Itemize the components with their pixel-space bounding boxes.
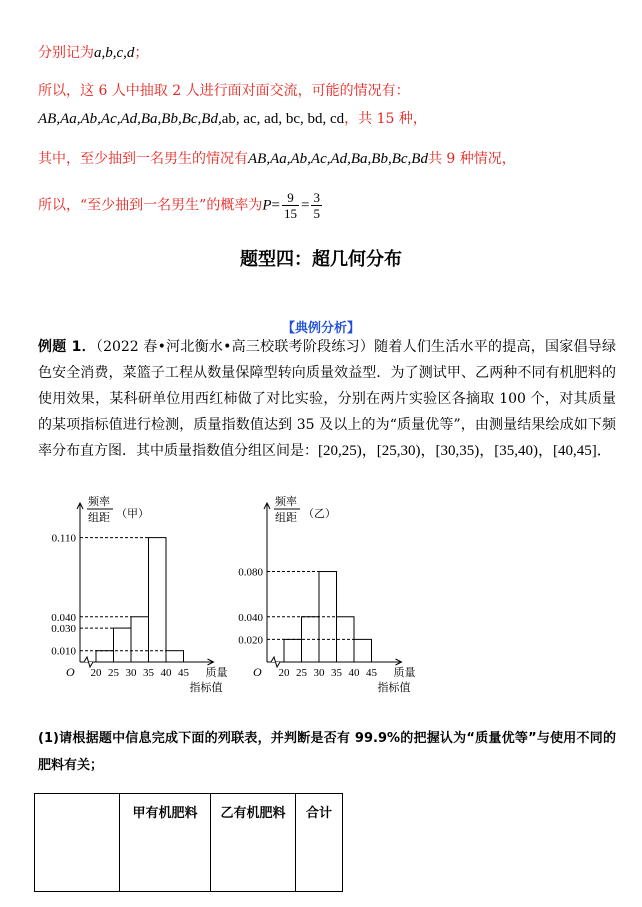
y-tick-label: 0.030 [51,623,76,636]
probability-symbol: P [262,197,272,214]
x-axis-label-bottom: 指标值 [377,681,411,694]
y-tick-label: 0.040 [238,611,263,624]
x-tick-label: 35 [143,667,154,679]
x-tick-label: 45 [366,667,377,679]
example-label: 例题 1． [38,339,96,355]
table-header-cell: 甲有机肥料 [120,794,211,892]
histogram-bar [166,651,184,662]
x-tick-label: 25 [108,667,119,679]
fraction-denominator: 15 [283,206,297,221]
x-tick-label: 35 [331,667,342,679]
histogram-jia [40,485,235,700]
equals-sign: = [271,197,280,214]
section-title: 【典例分析】 [281,321,360,336]
answer-math: AB,Aa,Ab,Ac,Ad,Ba,Bb,Bc,Bd, [38,111,222,127]
y-axis-label-bottom: 组距 [275,511,297,524]
fraction-numerator: 3 [313,190,320,205]
table-row [35,794,343,892]
table-header-cell: 乙有机肥料 [211,794,296,892]
x-tick-label: 20 [90,667,102,679]
y-tick-label: 0.080 [238,566,263,579]
y-axis-label-top: 频率 [88,495,110,508]
y-axis-label-top: 频率 [275,495,297,508]
histogram-yi [225,485,425,700]
histogram-bar [284,639,302,662]
histogram-bar [131,617,149,662]
x-tick-label: 20 [278,667,290,679]
y-tick-label: 0.020 [238,634,263,647]
histogram-bar [114,628,132,662]
x-tick-label: 30 [313,667,325,679]
answer-text: ，共 15 种， [344,111,427,127]
x-axis-label-top: 质量 [393,666,416,679]
x-axis-label-bottom: 指标值 [189,681,223,694]
x-tick-label: 40 [348,667,360,679]
x-tick-label: 25 [296,667,307,679]
fraction-denominator: 5 [313,206,320,221]
fraction-9-15 [282,190,299,221]
histogram-bar [354,639,372,662]
x-tick-label: 40 [160,667,172,679]
answer-line-2: 所以，这 6 人中抽取 2 人进行面对面交流，可能的情况有： [38,83,410,99]
answer-line-1 [38,42,148,62]
section-heading: 题型四：超几何分布 [240,249,402,270]
answer-math-plain: ab, ac, ad, bc, bd, cd [221,111,345,127]
y-axis-label-bottom: 组距 [88,511,110,524]
answer-text: ； [134,45,149,61]
fraction-3-5 [311,190,322,221]
example-text: （2022 春•河北衡水•高三校联考阶段练习）随着人们生活水平的提高，国家倡导绿色安全消费，菜篮子工程从数量保障型转向质量效益型．为了测试甲、乙两种不同有机肥料的使用效果，某科研单位用西红柿做了对比实验，分别在两片实验区各摘取 100 个，对其质量的某项指标值进行检测，质量指数值达到 35 及以上的为“质量优等”，由测量结果绘成如下频率分布直方图．其中质量指数值分组区间是： [38,339,616,459]
equals-sign: = [300,197,310,214]
axis-break [271,657,280,667]
table-header-cell [35,794,120,892]
y-tick-label: 0.040 [51,611,76,624]
answer-math: AB,Aa,Ab,Ac,Ad,Ba,Bb,Bc,Bd [248,151,428,167]
contingency-table [34,793,343,892]
axis-break [84,657,93,667]
example-intervals: [20,25)，[25,30)，[30,35)，[35,40)，[40,45]． [318,443,612,459]
answer-line-3 [38,108,427,128]
x-tick-label: 30 [125,667,137,679]
example-paragraph [38,334,616,464]
answer-math: a,b,c,d [94,45,135,61]
series-label: （乙） [303,507,336,520]
answer-text: 其中，至少抽到一名男生的情况有 [38,151,248,167]
answer-text: 共 9 种情况， [427,151,516,167]
x-axis-label-top: 质量 [205,666,228,679]
x-tick-label: 45 [178,667,189,679]
origin-label: O [66,665,75,679]
answer-line-5 [38,190,324,221]
origin-label: O [253,665,262,679]
answer-text: 所以，“至少抽到一名男生”的概率为 [38,197,263,214]
fraction-numerator: 9 [282,190,299,206]
histogram-bar [149,538,167,662]
y-tick-label: 0.110 [51,532,76,545]
table-header-cell: 合计 [296,794,343,892]
y-tick-label: 0.010 [51,645,76,658]
answer-line-4 [38,148,516,168]
series-label: （甲） [116,507,149,520]
question-1: (1)请根据题中信息完成下面的列联表，并判断是否有 99.9%的把握认为“质量优等”与使用不同的肥料有关； [38,731,616,773]
answer-text: 分别记为 [38,45,94,61]
histogram-bar [96,651,114,662]
